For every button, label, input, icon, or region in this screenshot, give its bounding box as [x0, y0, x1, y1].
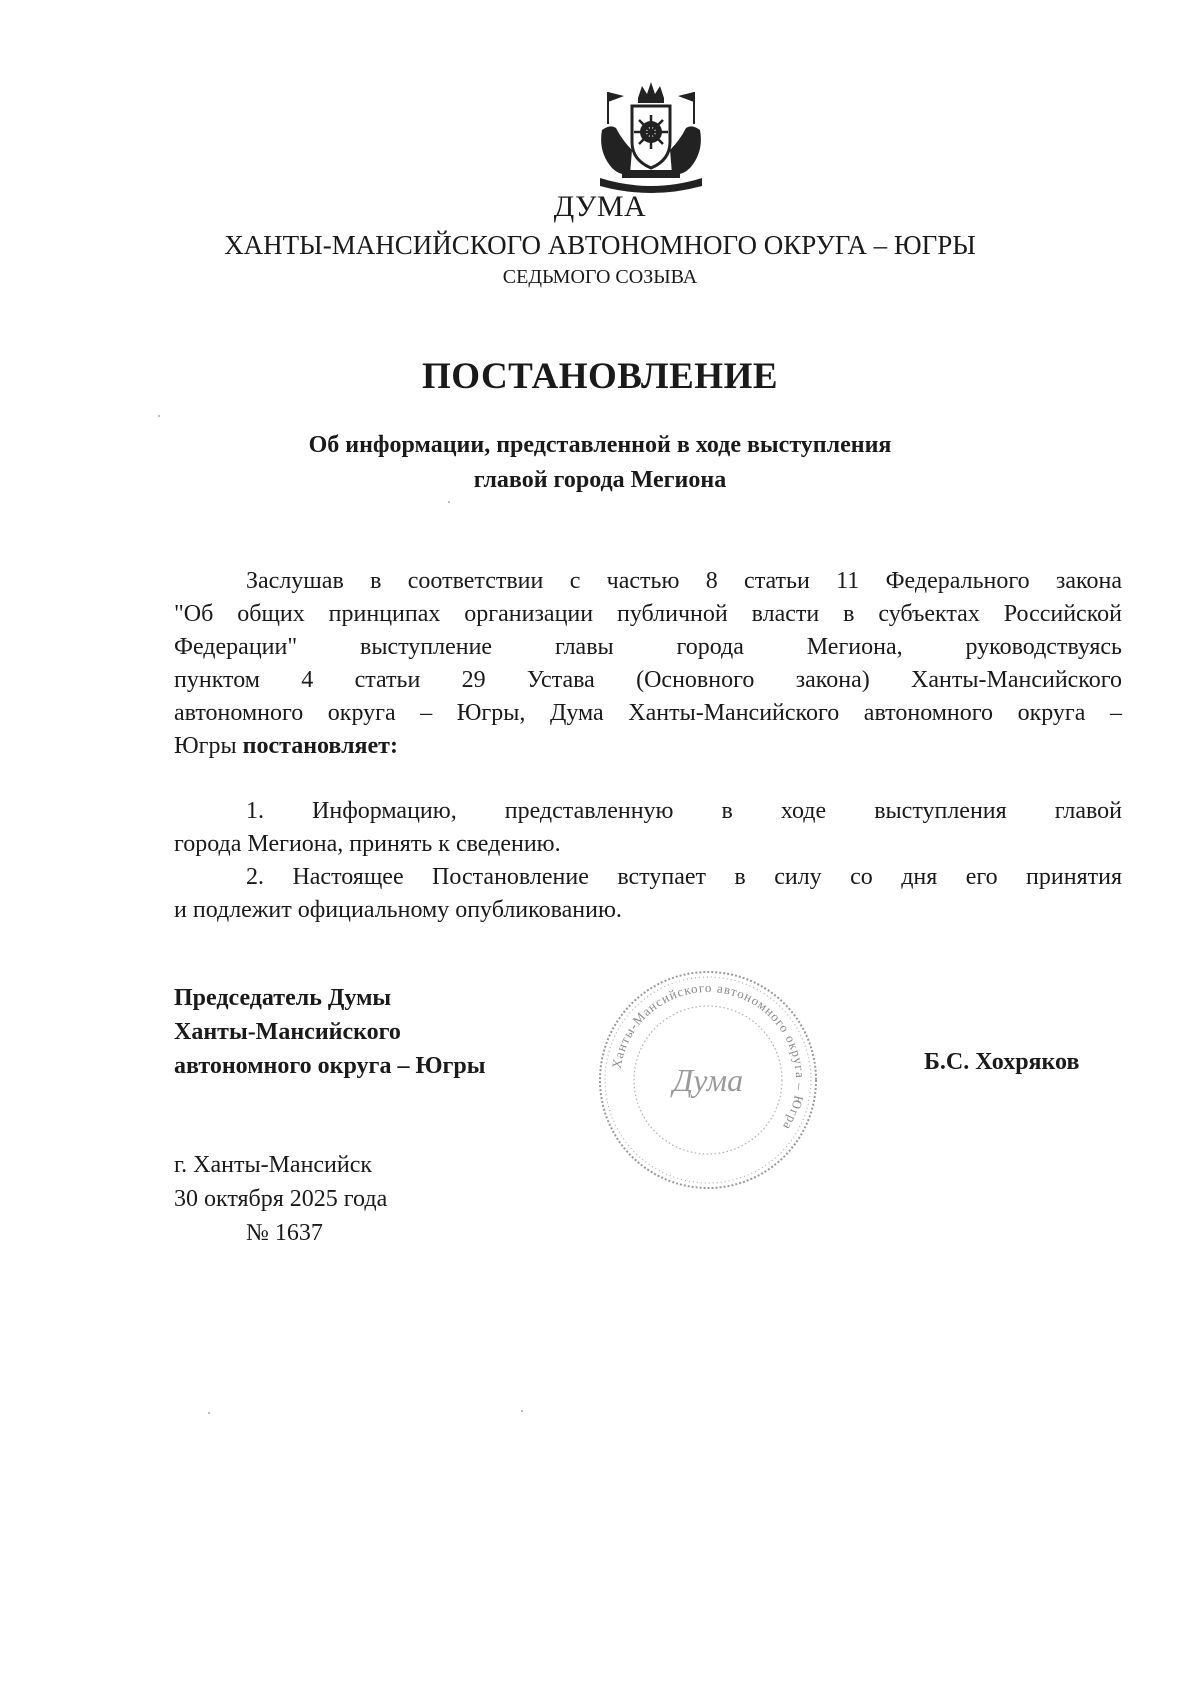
scan-speck: [521, 1410, 523, 1412]
document-title-line: Об информации, представленной в ходе выступления: [308, 432, 892, 458]
scan-speck: [158, 415, 160, 417]
issue-city: г. Ханты-Мансийск: [174, 1152, 373, 1178]
signatory-position-line: Председатель Думы: [174, 985, 392, 1011]
svg-text:Ханты-Мансийского автономного: Ханты-Мансийского автономного округа – Югра: [608, 979, 809, 1134]
issue-details: [174, 1148, 387, 1250]
document-number: № 1637: [246, 1220, 323, 1246]
issue-date: 30 октября 2025 года: [174, 1186, 388, 1212]
scan-speck: [448, 501, 450, 503]
preamble-line: "Об общих принципах организации публичной власти в субъектах Российской: [174, 601, 1122, 627]
svg-text:Дума: Дума: [672, 1062, 744, 1098]
preamble-last-text: Югры: [174, 733, 243, 759]
item-1-line: 1. Информацию, представленную в ходе выступления главой: [246, 798, 1122, 824]
org-region: ХАНТЫ-МАНСИЙСКОГО АВТОНОМНОГО ОКРУГА – ЮГРЫ: [224, 230, 976, 260]
preamble-line: автономного округа – Югры, Дума Ханты-Мансийского автономного округа –: [174, 700, 1122, 726]
signatory-position: [174, 981, 485, 1083]
preamble-line: пунктом 4 статьи 29 Устава (Основного закона) Ханты-Мансийского: [174, 667, 1122, 693]
item-1-line: города Мегиона, принять к сведению.: [174, 831, 561, 857]
org-convocation: СЕДЬМОГО СОЗЫВА: [502, 266, 698, 288]
coat-of-arms-emblem: [592, 80, 710, 195]
preamble-line: Заслушав в соответствии с частью 8 статьи 11 Федерального закона: [246, 568, 1122, 594]
org-name: ДУМА: [553, 190, 647, 223]
preamble-last-line: [174, 730, 1122, 762]
item-2-line: и подлежит официальному опубликованию.: [174, 897, 622, 923]
signatory-position-line: Ханты-Мансийского: [174, 1019, 401, 1045]
official-stamp: [593, 965, 823, 1195]
document-type-heading: ПОСТАНОВЛЕНИЕ: [421, 356, 779, 397]
resolves-word: постановляет:: [242, 733, 398, 759]
signatory-position-line: автономного округа – Югры: [174, 1053, 486, 1079]
item-2-line: 2. Настоящее Постановление вступает в силу со дня его принятия: [246, 864, 1122, 890]
scan-speck: [208, 1412, 210, 1414]
document-title-line: главой города Мегиона: [473, 467, 727, 493]
preamble-line: Федерации" выступление главы города Мегиона, руководствуясь: [174, 634, 1122, 660]
signatory-name: Б.С. Хохряков: [924, 1049, 1080, 1075]
